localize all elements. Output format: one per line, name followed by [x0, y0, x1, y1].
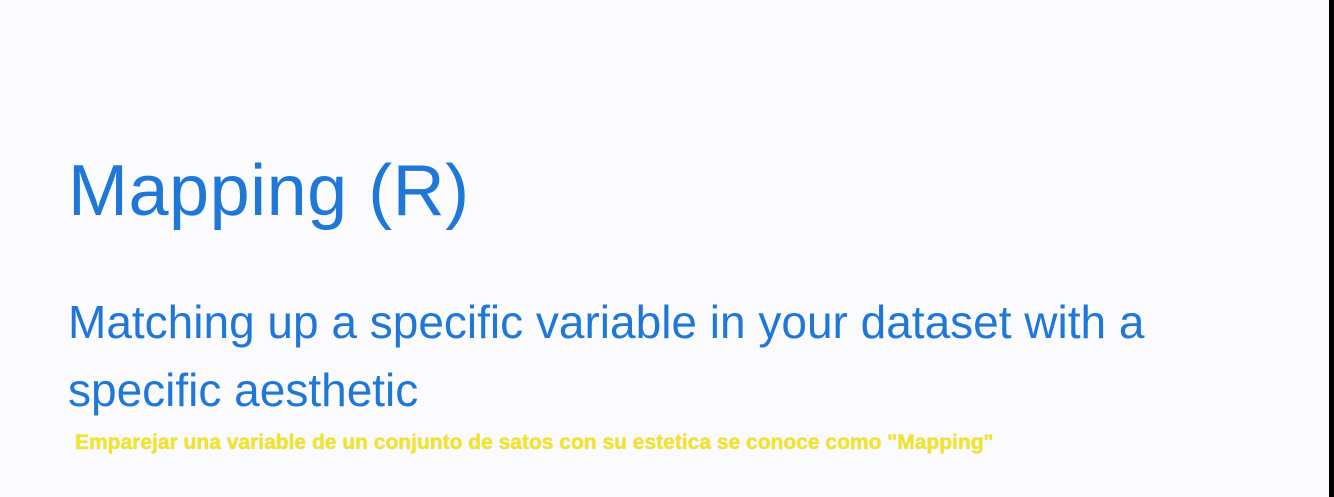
- slide-definition: Matching up a specific variable in your dataset with a specific aesthetic: [68, 296, 1145, 416]
- video-edge-bar: [1329, 0, 1334, 497]
- video-subtitle: Emparejar una variable de un conjunto de satos con su estetica se conoce como "Mapping": [75, 431, 994, 454]
- slide-title: Mapping (R): [68, 151, 470, 231]
